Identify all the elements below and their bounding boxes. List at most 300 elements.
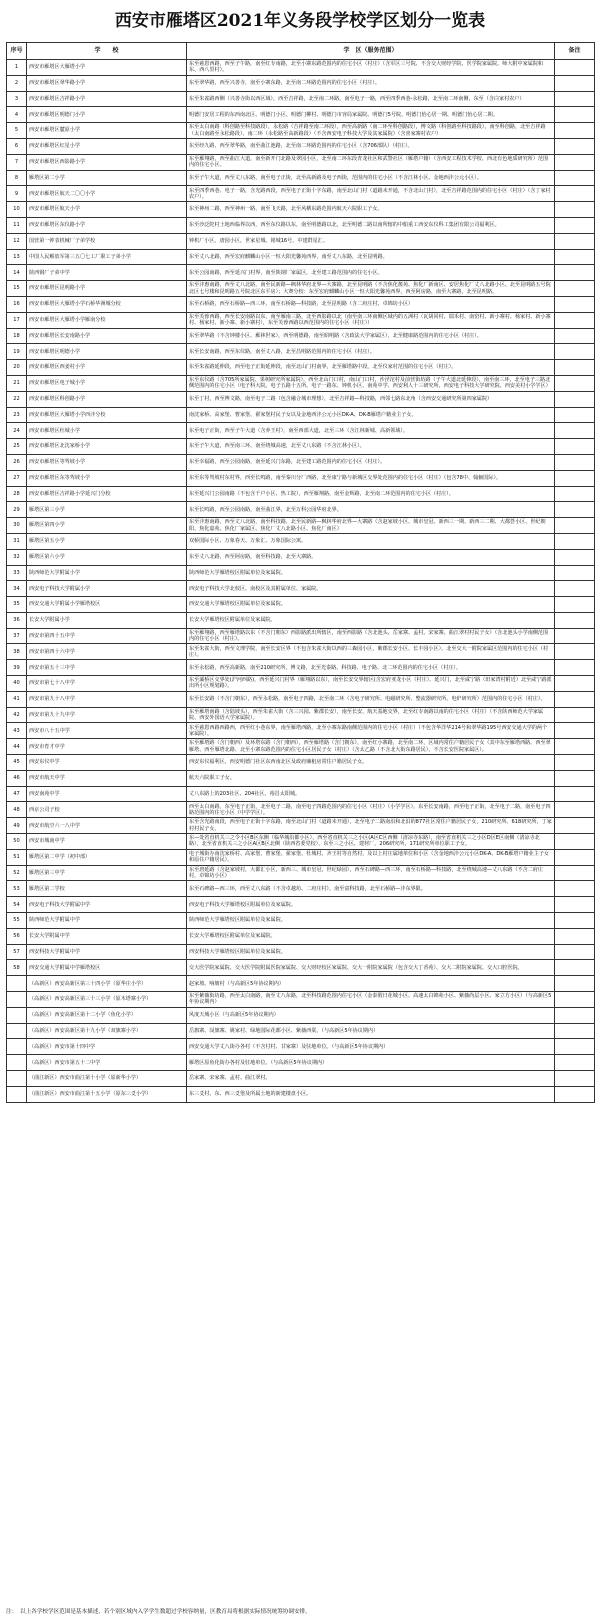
table-row xyxy=(7,170,595,186)
table-row xyxy=(7,865,595,881)
school-name: （曲江新区）西安市曲江第十五小学（原东三爻小学） xyxy=(27,1086,187,1102)
service-range: 东—处省直机关三之令小区B区东侧（临华城沿都小区），西至省直机关三之小区(A区C区西侧（清凉寺东路），南至省直机关三之小区D区E区南侧（清凉寺北路），北至省直机关三之小区A区B区北侧（陕西省委党校），东至三之小区，建材厂，206研究所，171研究所单位职工子女。 xyxy=(187,834,555,850)
table-row xyxy=(7,123,595,139)
row-number: 26 xyxy=(7,454,27,470)
table-row xyxy=(7,502,595,518)
table-row xyxy=(7,849,595,865)
service-range: 东至雁塔南路（含陆坡头），西至朱雀大街（含三兴园、紫郡长安），南至长安、航天基地交界，北至红专南路以南的住宅小区（村庄）（不含陕西师范大学家属院、西安外国语大学家属院）。 xyxy=(187,707,555,723)
row-number: 36 xyxy=(7,612,27,628)
row-note xyxy=(555,1023,595,1039)
row-number: 44 xyxy=(7,739,27,755)
row-number: 39 xyxy=(7,660,27,676)
service-range: 东至四季西巷、电子一路，含光路西段，西至电子正街十字东路，南至北山门村（道路未开通，不含北山门村），北至吉祥路范围内的住宅小区（村庄）（含丁家村农户）。 xyxy=(187,186,555,202)
row-note xyxy=(555,1086,595,1102)
row-note xyxy=(555,770,595,786)
row-note xyxy=(555,723,595,739)
school-name: （高新区）西安高新区第十九小学（双旗寨小学） xyxy=(27,1023,187,1039)
row-number: 3 xyxy=(7,91,27,107)
row-note xyxy=(555,1039,595,1055)
row-note xyxy=(555,502,595,518)
table-row xyxy=(7,265,595,281)
service-range: 东至东等驾坡村东村界，西至长鸣路，南至秦川分厂西路，北至康宁路与新城区交界处范围内的住宅小区（村庄）（包含78中、翰俪国际）。 xyxy=(187,470,555,486)
service-range: 西安电子科技大学雁塔校区附属单位及家属院。 xyxy=(187,897,555,913)
row-number xyxy=(7,1039,27,1055)
school-name: 国营第一钟表机械厂子弟学校 xyxy=(27,233,187,249)
row-number: 48 xyxy=(7,802,27,818)
service-range: 东至长安南路，西至东仪路，南至丈八路，北至昌明路范围内的住宅小区（村庄）。 xyxy=(187,344,555,360)
service-range: 东至神州二路，西至神州一路，南至飞天路，北至风栖东路范围内航天六院职工子女。 xyxy=(187,202,555,218)
school-name: 西安电子科技大学附属中学 xyxy=(27,897,187,913)
school-name: 西安市雁塔区明德门小学 xyxy=(27,107,187,123)
service-range: 东至丁村，西至博文路，南至电子二路（包含融合城市理想），北至吉祥路—科技路，西邻七路东北角（含西安交通研究所第四家属院） xyxy=(187,391,555,407)
row-number: 37 xyxy=(7,628,27,644)
row-note xyxy=(555,944,595,960)
service-range: 东至慈恩西路，西至子午路，南至红专南路，北至小寨东路范围内的住宅小区（村庄）（含军区三号院、不含交大财经学院、医学院家属院、师大附中家属院和东、西八里村）。 xyxy=(187,60,555,76)
row-note xyxy=(555,581,595,597)
table-row xyxy=(7,944,595,960)
row-number xyxy=(7,1086,27,1102)
table-row xyxy=(7,913,595,929)
row-note xyxy=(555,565,595,581)
service-range: 东至翠华路（不含钟楼小区、雁林世家），西至明德路，南至昭明路（含政法大学家属区），北至健康路范围内的住宅小区（村庄）。 xyxy=(187,328,555,344)
row-number: 18 xyxy=(7,328,27,344)
table-row xyxy=(7,138,595,154)
table-row xyxy=(7,312,595,328)
service-range: 西安东仪福利区，西安明德门社区东西南北区及政府廉租房常住户籍居民子女。 xyxy=(187,755,555,771)
school-name: 西安南苑中学 xyxy=(27,786,187,802)
row-note xyxy=(555,123,595,139)
school-name: 西安市雁塔区吉祥路小学延兴门分校 xyxy=(27,486,187,502)
row-number: 35 xyxy=(7,597,27,613)
page-title: 西安市雁塔区2021年义务段学校学区划分一览表 xyxy=(114,11,486,31)
row-note xyxy=(555,328,595,344)
school-name: 雁塔区第二小学 xyxy=(27,170,187,186)
service-range: 钟机厂小区，唐园小区，世家星城、铭城16号，中建群星汇。 xyxy=(187,233,555,249)
table-row xyxy=(7,360,595,376)
school-name: 西安市航空六一八中学 xyxy=(27,818,187,834)
service-range: 南沈家桥、高家堡、曹家堡、翟家堡村民子女以及金地西沣公元小区DK-A、DK-B雁塔户籍业主子女。 xyxy=(187,407,555,423)
service-range: 东至东仪路（含705所家属院、果树研究所家属院），西至北山门口村，南山门口村，沙泾沱村及前营街坊路（子午大道北延伸段），南至南三环，北至电子三路北侧范围内的住宅小区（电子科大院、电子五路十五所、电子一路东、钟机小区、南苑中学、西安利人十三研究所、西安电子科技大学研究院、西安美村小学学区） xyxy=(187,375,555,391)
row-note xyxy=(555,375,595,391)
table-row xyxy=(7,533,595,549)
school-name: 雁塔区第三中学 xyxy=(27,865,187,881)
row-note xyxy=(555,154,595,170)
school-name: 西安市雁塔区大雁塔小学 xyxy=(27,60,187,76)
table-row xyxy=(7,565,595,581)
row-number: 55 xyxy=(7,913,27,929)
table-row xyxy=(7,486,595,502)
school-name: 西安市第五十三中学 xyxy=(27,660,187,676)
table-row xyxy=(7,660,595,676)
row-number: 47 xyxy=(7,786,27,802)
row-number: 8 xyxy=(7,170,27,186)
school-name: 西安市雁塔区红星小学 xyxy=(27,138,187,154)
row-note xyxy=(555,202,595,218)
table-row xyxy=(7,976,595,992)
table-row xyxy=(7,707,595,723)
row-note xyxy=(555,881,595,897)
service-range: 西安科技大学雁塔校区附属单位及家属院。 xyxy=(187,944,555,960)
row-note xyxy=(555,249,595,265)
school-name: 中国人民解放军第三五〇七工厂职工子弟小学 xyxy=(27,249,187,265)
school-name: （高新区）西安市第十四中学 xyxy=(27,1039,187,1055)
row-note xyxy=(555,423,595,439)
service-range: 丈八东路上的203社区、204社区，裕昌太阳城。 xyxy=(187,786,555,802)
row-number: 10 xyxy=(7,202,27,218)
table-row xyxy=(7,770,595,786)
row-note xyxy=(555,913,595,929)
school-name: 西安交通大学附属中学雁塔校区 xyxy=(27,960,187,976)
table-row xyxy=(7,186,595,202)
table-row xyxy=(7,518,595,534)
row-number: 16 xyxy=(7,296,27,312)
school-name: 陕西钢厂子弟中学 xyxy=(27,265,187,281)
service-range: 岳家寨、宋家寨、孟村、曲江翠村。 xyxy=(187,1071,555,1087)
service-range: 东至朱雀路西侧（兴善寺街以西区域），西至吉祥路，北至南二环路，南至电子一路，西至四季西巷-永松路，北至南二环南侧，东至（含白家村农户） xyxy=(187,91,555,107)
table-row xyxy=(7,233,595,249)
table-row xyxy=(7,344,595,360)
service-range: 西安交通大学丈八街办各村（不含付村、甘家寨）及驻地单位。（与高新区5年协议期内） xyxy=(187,1039,555,1055)
header-no: 序号 xyxy=(7,43,27,60)
row-number: 54 xyxy=(7,897,27,913)
row-note xyxy=(555,992,595,1008)
table-row xyxy=(7,439,595,455)
table-row xyxy=(7,897,595,913)
school-name: 西安市雁塔区吉祥路小学 xyxy=(27,91,187,107)
school-name: （高新区）西安市第五十二中学 xyxy=(27,1055,187,1071)
row-note xyxy=(555,186,595,202)
school-name: 西安市雁塔区北沈家桥小学 xyxy=(27,439,187,455)
school-name: 西安市航天中学 xyxy=(27,770,187,786)
school-name: 西安市雁塔区电子城小学 xyxy=(27,375,187,391)
row-number: 27 xyxy=(7,470,27,486)
service-range: 东至雁塔路（含门朝西）及环塔东路（含门朝西），西至雁塔路（含门朝东），南至红小寨路，北至南二环，区域内常住户籍居民子女（其中东至雁塔西路、西至翠雁塔、西至雁塔北路、北至小寨东路范围内的住宅小区居民子女（村庄）（含太乙路（不含北大街东路居民），不含长安医院家属区）。 xyxy=(187,739,555,755)
school-name: 雁塔区第二学校 xyxy=(27,881,187,897)
service-range: 东至唐延路（含赵家坡村，大都汇小区，新西三、城市皇冠，世纪绿园），西至石碑路—西三环，南至石桥路—科技路，北至绕城高速—丈八东路（不含二府庄村，卓锦坊小区） xyxy=(187,865,555,881)
row-number: 17 xyxy=(7,312,27,328)
school-name: 陕西师范大学附属中学 xyxy=(27,913,187,929)
row-number: 2 xyxy=(7,75,27,91)
table-row xyxy=(7,1086,595,1102)
table-body xyxy=(7,60,595,1103)
table-row xyxy=(7,1007,595,1023)
school-name: 西安市雁塔区科创路小学 xyxy=(27,391,187,407)
row-note xyxy=(555,533,595,549)
school-name: 西安市雁塔区大雁塔小学西沣分校 xyxy=(27,407,187,423)
row-number: 42 xyxy=(7,707,27,723)
school-name: 西京公司子校 xyxy=(27,802,187,818)
row-number: 56 xyxy=(7,928,27,944)
service-range: 东至永松路，西至高新路，南至210研究所、博文路，北至光泰路、科技路、电子路、北二环范围内的住宅小区（村庄）。 xyxy=(187,660,555,676)
row-number: 19 xyxy=(7,344,27,360)
row-note xyxy=(555,296,595,312)
school-name: 雁塔区第三小学 xyxy=(27,502,187,518)
service-range: 东至延兴门公园南路（不包含千户小区、热工院），西至雁翔路，南至金辉路，北至南二环范围内的住宅小区（村庄）。 xyxy=(187,486,555,502)
school-name: 雁塔区第二中学（初中部） xyxy=(27,849,187,865)
row-note xyxy=(555,628,595,644)
service-range: 东至朱雀路延伸段，西至电子正街延伸段，南至北山门村南界，北至雁塔路中段，北至仪家村范围的住宅小区（村庄）。 xyxy=(187,360,555,376)
table-row xyxy=(7,818,595,834)
row-note xyxy=(555,802,595,818)
school-name: 西安市雁塔区长安南路小学 xyxy=(27,328,187,344)
row-number xyxy=(7,992,27,1008)
row-number: 6 xyxy=(7,138,27,154)
school-name: 西安市雁塔区大雁塔小学雁南分校 xyxy=(27,312,187,328)
row-note xyxy=(555,439,595,455)
row-note xyxy=(555,660,595,676)
service-range: 赵家坡、响塘村（与高新区5年协议期内） xyxy=(187,976,555,992)
service-range: 东至雁翔路，西至雁塔路以东（不含门朝东）西影路派出所辖区，南至西影路（含北池头、岳家寨、孟村、宋家寨、曲江翠村村民子女）（含北池头小学南侧范围内的住宅小区（村庄）。 xyxy=(187,628,555,644)
row-note xyxy=(555,486,595,502)
row-note xyxy=(555,818,595,834)
row-number: 32 xyxy=(7,549,27,565)
row-number: 29 xyxy=(7,502,27,518)
table-row xyxy=(7,739,595,755)
service-range: 东至丈八北路，西至宏府麒麟山小区一恒大阳光馨苑西界，南至丈八东路，北至昆明路。 xyxy=(187,249,555,265)
service-range: 明德门安居工程的东西南北区、明德门小区、明德门柳村、明德门市容局家属院、明德门5号院、明德门怡心居一期、明德门怡心居二期。 xyxy=(187,107,555,123)
row-number: 20 xyxy=(7,360,27,376)
service-range: 长安大学雁塔校区附属单位及家属院。 xyxy=(187,612,555,628)
service-range: 东至子午大道，西至丈八东路，南至电子正街，北至高新路及电子西街，范围内的住宅小区（不含江林小区、金地西沣公元小区）。 xyxy=(187,170,555,186)
row-note xyxy=(555,834,595,850)
school-name: （高新区）西安高新区第三十三小学（原木塔寨小学） xyxy=(27,992,187,1008)
school-name: 西安市第九十八中学 xyxy=(27,691,187,707)
service-range: 东至电子正街，西至子午大道（含养王村），南至西部大道，北至三环（含江林新城、高新领域）。 xyxy=(187,423,555,439)
row-note xyxy=(555,739,595,755)
row-number: 7 xyxy=(7,154,27,170)
table-row xyxy=(7,107,595,123)
school-name: 西安市雁塔区等驾坡小学 xyxy=(27,454,187,470)
table-row xyxy=(7,676,595,692)
row-number: 40 xyxy=(7,676,27,692)
school-name: 西安电子科技大学附属小学 xyxy=(27,581,187,597)
table-row xyxy=(7,470,595,486)
service-range: 东至公园南路，西至延兴门村界，南至陕钢厂家属区，北至建工路范围内的住宅小区。 xyxy=(187,265,555,281)
header-note: 备注 xyxy=(555,43,595,60)
service-range: 东至慈恩西路西路西，西至红小巷东界，南至雁塔西路，北至小寨东路南侧范围内的住宅小区（村庄）（不包含华洋华214号和翠华路195号西安交通大学的两个家属院）。 xyxy=(187,723,555,739)
service-range: 电子城街办南沈家桥村、高家堡、曹家堡、翟家堡、杜城村、齐王村等自然村，及以上村庄属地单位和小区（含金地西沣公元小区DK-A、DK-B雁塔户籍业主子女和原住户籍居民）。 xyxy=(187,849,555,865)
row-note xyxy=(555,107,595,123)
table-row xyxy=(7,296,595,312)
school-name: 西安市第七十八中学 xyxy=(27,676,187,692)
row-number: 22 xyxy=(7,391,27,407)
school-name: （高新区）西安高新区第十二小学（鱼化小学） xyxy=(27,1007,187,1023)
service-range: 东至含光路南段，西至电子正街十字东路，南至北山门村（道路未开通），北至电子二路南沿和北沿的877社区常住户籍居民子女，210研究所、618研究所，丁家村村民子女。 xyxy=(187,818,555,834)
service-range: 东至翠华路，西至兴善寺，南至小寨东路，北至南二环路范围内的住宅小区（村庄）。 xyxy=(187,75,555,91)
school-name: 西安市雁塔区大雁塔小学石桥华洲城分校 xyxy=(27,296,187,312)
service-range: 东至太白南路（科创路至科技路段），永松路（吉祥路至南二环段），西至高新路（南二环至科创路段），博文路（科创路至科技路段），南至科创路，北至吉祥路（太白南路至永松路段）、南二环（永松路至高新路段）（不含西安电子科技大学及其家属院）（含喜家寨村农户） xyxy=(187,123,555,139)
table-row xyxy=(7,217,595,233)
school-name: 西安市雁塔区航天小学 xyxy=(27,202,187,218)
table-row xyxy=(7,1039,595,1055)
table-row xyxy=(7,581,595,597)
table-row xyxy=(7,1023,595,1039)
row-number: 11 xyxy=(7,217,27,233)
row-note xyxy=(555,281,595,297)
row-number: 4 xyxy=(7,107,27,123)
service-range: 东至沙泛陀村土地西临界以西，西至东仪路以东，南至明德路以北，北至明德二路以南所辖的中船重工西安东仪科工集团有限公司福利区。 xyxy=(187,217,555,233)
row-note xyxy=(555,786,595,802)
row-number: 38 xyxy=(7,644,27,660)
table-row xyxy=(7,423,595,439)
row-note xyxy=(555,612,595,628)
table-row xyxy=(7,628,595,644)
row-note xyxy=(555,755,595,771)
school-name: 雁塔区第四小学 xyxy=(27,518,187,534)
table-row xyxy=(7,91,595,107)
row-number: 52 xyxy=(7,865,27,881)
service-range: 岳旗寨、闵旗寨、姚家村、绿地国际花都小区、紫薇西棠。（与高新区5年协议期内） xyxy=(187,1023,555,1039)
row-number: 28 xyxy=(7,486,27,502)
table-row xyxy=(7,281,595,297)
service-range: 东至幸福路，西至公园南路，南至延兴门东路，北至建工路范围内的住宅小区（村庄）。 xyxy=(187,454,555,470)
table-row xyxy=(7,202,595,218)
row-number: 23 xyxy=(7,407,27,423)
row-number: 46 xyxy=(7,770,27,786)
school-name: 西安市雁塔区明德小学 xyxy=(27,344,187,360)
service-range: 东至雁翔路，西至曲江大道，南至新开门北路及翠园小区，北至南二环东段青龙社区和武警社区（雁塔户籍）（含西安工程技术学校、西北有色地质研究所）范围内的住宅小区。 xyxy=(187,154,555,170)
school-name: 西安市雁塔区东仪路小学 xyxy=(27,217,187,233)
row-number: 13 xyxy=(7,249,27,265)
service-range: 东至灞桥区交界处(沪河西路)，西至延兴门村界（雁翔路以东），南至长安交界辖区(含宏府亚龙小区（村庄）、延兴门，北至咸宁路（田家湾村附近）北至咸宁路派出所小区规划路）。 xyxy=(187,676,555,692)
service-range: 东至子午大道，西至南三环，南至绕城高速，北至丈八东路（不含江林小区）。 xyxy=(187,439,555,455)
row-number: 9 xyxy=(7,186,27,202)
row-note xyxy=(555,976,595,992)
school-name: （曲江新区）西安市曲江第十小学（原新华小学） xyxy=(27,1071,187,1087)
table-row xyxy=(7,755,595,771)
school-name: 西安市第四十六中学 xyxy=(27,644,187,660)
row-number: 21 xyxy=(7,375,27,391)
service-range: 双桥国际小区、万象春天、万象汇、万象国际公寓。 xyxy=(187,533,555,549)
service-range: 风度天城小区（与高新区5年协议期内） xyxy=(187,1007,555,1023)
row-note xyxy=(555,960,595,976)
row-note xyxy=(555,170,595,186)
row-number: 41 xyxy=(7,691,27,707)
header-range: 学 区（服务范围） xyxy=(187,43,555,60)
school-name: 西安市城南中学 xyxy=(27,834,187,850)
table-row xyxy=(7,928,595,944)
school-name: 西安市雁塔区东等驾坡小学 xyxy=(27,470,187,486)
row-number: 45 xyxy=(7,755,27,771)
row-note xyxy=(555,849,595,865)
table-row xyxy=(7,154,595,170)
school-name: 西安市雁塔区昆明路小学 xyxy=(27,281,187,297)
service-range: 西安交通大学雁塔校区附属单位及家属院。 xyxy=(187,597,555,613)
school-name: 陕西师范大学附属小学 xyxy=(27,565,187,581)
service-range: 陕西师范大学雁塔校区附属单位及家属院。 xyxy=(187,913,555,929)
school-name: 西安科技大学附属中学 xyxy=(27,944,187,960)
row-note xyxy=(555,644,595,660)
service-range: 西安电子科技大学北校区、南校区及其附属单位、家属院。 xyxy=(187,581,555,597)
service-range: 东至长安路（不含门朝东），西至永松路，南至电子四路，北至南二环（含电子研究所、电磁研究所、整流器研究所、电炉研究所）范围内的住宅小区（村庄）。 xyxy=(187,691,555,707)
row-note xyxy=(555,518,595,534)
row-number xyxy=(7,1055,27,1071)
school-name: 长安大学附属小学 xyxy=(27,612,187,628)
service-range: 东至长鸣路，西至公园南路，南至曲江界，北至万科公园华府北界。 xyxy=(187,502,555,518)
row-number: 14 xyxy=(7,265,27,281)
service-range: 航天六院职工子女。 xyxy=(187,770,555,786)
row-number xyxy=(7,1071,27,1087)
service-range: 东至紫薇街坊路，西至太白南路，南至丈八东路，北至科技路范围内住宅小区（金泰假日花城小区、高速太白锦苑小区、紫薇尚层小区、家立方小区）（与高新区5年协议期内） xyxy=(187,992,555,1008)
school-name: （高新区）西安高新区第三十四小学（原华庄小学） xyxy=(27,976,187,992)
table-row xyxy=(7,644,595,660)
service-range: 东至沣惠南路，西至丈八北路，南至民新路—枫林华府北界—大寨路，北至昆明路（不含焦化酱苑、焦化厂新南区、安居焦化厂丈八北路小区、北至昆明路五号院北区七号楼和昆明路五号院北区东平房）；大赛分校：东至宏府麒麟山小区一恒大阳光馨苑西界，西至阿房路，南至大寨路，北至昆明路。 xyxy=(187,281,555,297)
row-number: 1 xyxy=(7,60,27,76)
school-name: 西安市第四十五中学 xyxy=(27,628,187,644)
table-row xyxy=(7,60,595,76)
service-range: 东至石桥路，西至石桥路—西三环，南至石桥路—科技路，北至昆明路（含二府庄村、卓锦坊小区） xyxy=(187,296,555,312)
school-name: 长安大学附属中学 xyxy=(27,928,187,944)
row-note xyxy=(555,897,595,913)
service-range: 交大医学院家属院、交大医学院附属医院家属院、交大财经校区家属院、交大一附院家属院（包含交大丁香苑）、交大二附院家属院、交大口腔医院。 xyxy=(187,960,555,976)
row-note xyxy=(555,75,595,91)
row-note xyxy=(555,265,595,281)
table-row xyxy=(7,612,595,628)
school-name: 西安市雁塔区翠华路小学 xyxy=(27,75,187,91)
row-number: 34 xyxy=(7,581,27,597)
row-note xyxy=(555,360,595,376)
row-number: 31 xyxy=(7,533,27,549)
row-note xyxy=(555,454,595,470)
table-row xyxy=(7,802,595,818)
school-district-table xyxy=(6,42,595,1103)
row-note xyxy=(555,676,595,692)
row-number: 50 xyxy=(7,834,27,850)
school-name: 西安市雁塔区麓原小学 xyxy=(27,123,187,139)
row-number: 24 xyxy=(7,423,27,439)
school-name: 雁塔区第六小学 xyxy=(27,549,187,565)
school-name: 西安市雁塔区杜城小学 xyxy=(27,423,187,439)
table-row xyxy=(7,691,595,707)
service-range: 雁塔区原鱼化街办各村及驻地单位。（与高新区5年协议期内） xyxy=(187,1055,555,1071)
row-note xyxy=(555,691,595,707)
row-number: 12 xyxy=(7,233,27,249)
row-note xyxy=(555,391,595,407)
row-note xyxy=(555,865,595,881)
row-number xyxy=(7,1007,27,1023)
row-number: 15 xyxy=(7,281,27,297)
row-note xyxy=(555,344,595,360)
service-range: 东至朱雀大街，西至文理学院，南至长安区界（不包含朱雀大街以西的三森园小区，紫郡长安小区、长丰园小区），北至交大一附院家属区范围内的住宅小区（村庄）。 xyxy=(187,644,555,660)
school-name: 西安市雁塔区西姜村小学 xyxy=(27,360,187,376)
service-range: 东至芙蓉西路，西至长安南路以东，南至雁南三路，北至西影路以北（南至南三环南侧区域内的五洲村（瓦胡同村、瑞禾村、南窑村、新小寨村、杨家村、新小寨村、杨家村、新小寨、新小寨村），东至芙蓉西路以西范围内的住宅小区（村庄）） xyxy=(187,312,555,328)
row-note xyxy=(555,470,595,486)
row-note xyxy=(555,407,595,423)
table-row xyxy=(7,597,595,613)
footer-note: 注： 以上各学校学区范围是基本描述，若个别区域内入学学生数超过学校容纳量，区教育局将根据实际情况统筹协调安排。 xyxy=(6,1609,311,1615)
row-number: 5 xyxy=(7,123,27,139)
row-number: 57 xyxy=(7,944,27,960)
row-note xyxy=(555,1007,595,1023)
school-name: 西安交通大学附属小学雁塔校区 xyxy=(27,597,187,613)
table-row xyxy=(7,723,595,739)
table-row xyxy=(7,881,595,897)
school-name: 西安市育才中学 xyxy=(27,739,187,755)
table-row xyxy=(7,375,595,391)
row-note xyxy=(555,928,595,944)
row-note xyxy=(555,597,595,613)
service-range: 东至经九路，西至翠华路，南至曲江池路，北至南二环路范围内的住宅小区（含706部队）（村庄）。 xyxy=(187,138,555,154)
service-range: 西至太白南路，东至电子正街，北至电子二路，南至电子四路范围内的住宅小区（村庄）（小学学区）。东至长安南路，西至电子正街，北至电子二路，南至电子四路范围内的住宅小区（中学学区）。 xyxy=(187,802,555,818)
row-note xyxy=(555,312,595,328)
row-note xyxy=(555,549,595,565)
row-number: 43 xyxy=(7,723,27,739)
table-row xyxy=(7,834,595,850)
table-row xyxy=(7,549,595,565)
service-range: 东至沣惠南路，西至丈八北路，南至科技路，北至民新路—枫林华府北界—大寨路（含赵家坡小区、城市皇冠、新西三一期、新西三二期、大都荟小区、世纪朝阳、焦化嘉苑、焦化厂家属区、焦化厂丈八北路小区、焦化厂南区） xyxy=(187,518,555,534)
header-school: 学 校 xyxy=(27,43,187,60)
service-range: 东三爻村、东、西三爻堡及所属土地的新建楼盘小区。 xyxy=(187,1086,555,1102)
